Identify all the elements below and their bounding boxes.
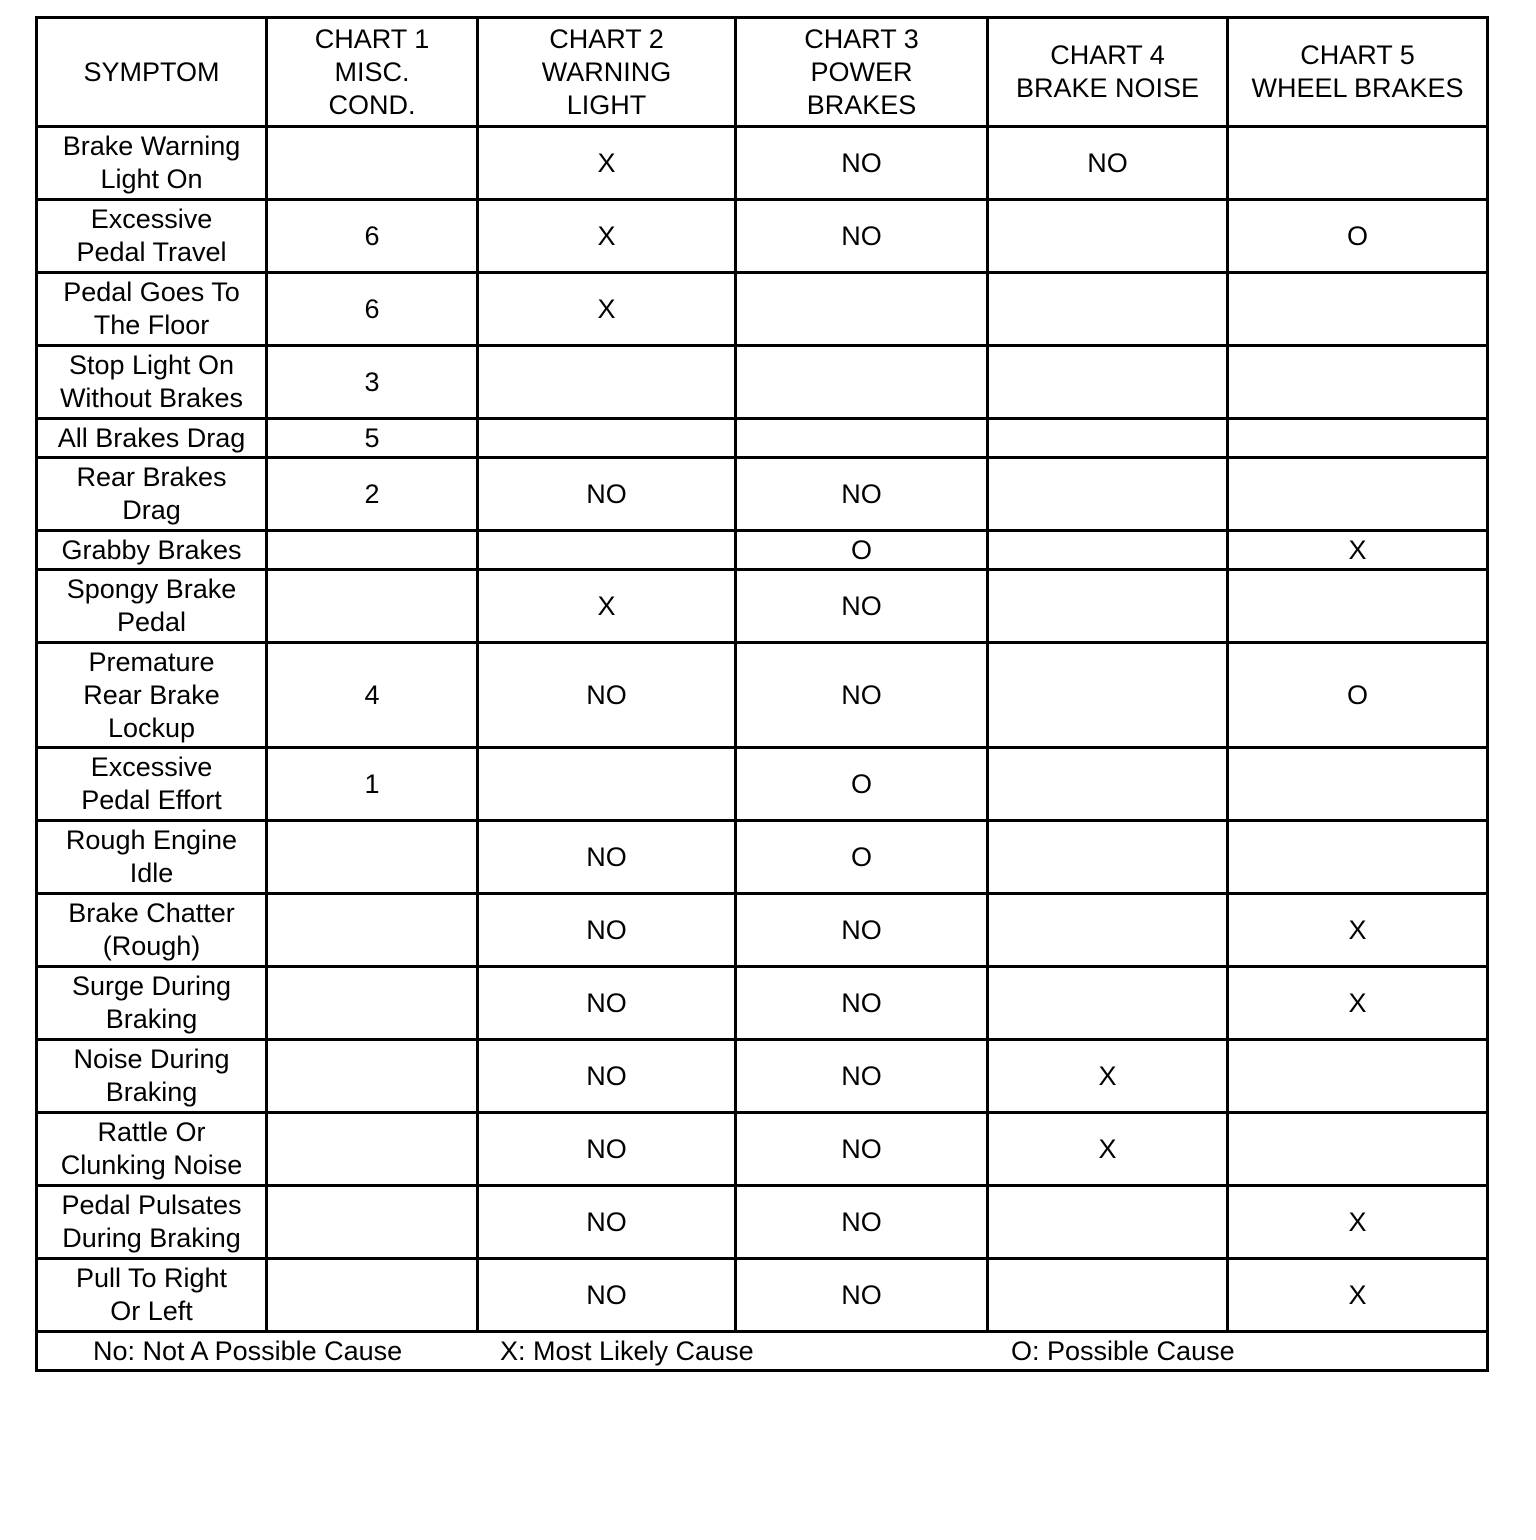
table-row <box>37 531 1488 570</box>
chart3-cell: NO <box>736 643 988 748</box>
chart1-cell <box>267 894 478 967</box>
symptom-cell <box>37 1113 267 1186</box>
chart2-cell <box>478 531 736 570</box>
chart2-cell: NO <box>478 894 736 967</box>
symptom-line: Rattle Or <box>97 1117 206 1147</box>
symptom-cell <box>37 458 267 531</box>
chart2-cell <box>478 419 736 458</box>
table-row <box>37 748 1488 821</box>
header-line: WHEEL BRAKES <box>1251 73 1464 103</box>
chart3-cell: NO <box>736 1040 988 1113</box>
header-chart3 <box>736 18 988 127</box>
symptom-line: Pedal <box>116 607 187 637</box>
chart1-cell <box>267 821 478 894</box>
chart5-cell: X <box>1228 1259 1488 1332</box>
header-line: BRAKES <box>806 89 917 120</box>
symptom-line: Braking <box>105 1077 198 1107</box>
chart4-cell <box>988 200 1228 273</box>
symptom-cell <box>37 200 267 273</box>
chart4-cell: X <box>988 1113 1228 1186</box>
chart2-cell: NO <box>478 643 736 748</box>
chart1-cell <box>267 1186 478 1259</box>
symptom-cell <box>37 748 267 821</box>
symptom-line: All Brakes Drag <box>57 422 246 453</box>
chart3-cell: O <box>736 748 988 821</box>
chart3-cell <box>736 346 988 419</box>
chart3-cell: NO <box>736 127 988 200</box>
chart3-cell: NO <box>736 570 988 643</box>
chart3-cell: NO <box>736 967 988 1040</box>
symptom-line: Lockup <box>107 712 196 743</box>
chart3-cell <box>736 419 988 458</box>
symptom-cell <box>37 1040 267 1113</box>
symptom-line: Without Brakes <box>59 383 244 413</box>
table-row <box>37 967 1488 1040</box>
header-chart4 <box>988 18 1228 127</box>
symptom-line: Premature <box>88 646 215 677</box>
header-chart1 <box>267 18 478 127</box>
chart5-cell <box>1228 1040 1488 1113</box>
symptom-cell <box>37 273 267 346</box>
chart3-cell: NO <box>736 458 988 531</box>
table-row <box>37 1113 1488 1186</box>
chart5-cell <box>1228 821 1488 894</box>
symptom-line: Brake Chatter <box>68 898 235 928</box>
header-line: BRAKE NOISE <box>1015 73 1200 103</box>
chart4-cell <box>988 1259 1228 1332</box>
chart1-cell: 3 <box>267 346 478 419</box>
chart5-cell: X <box>1228 1186 1488 1259</box>
chart1-cell <box>267 1259 478 1332</box>
chart5-cell <box>1228 273 1488 346</box>
table-row <box>37 643 1488 748</box>
symptom-cell <box>37 127 267 200</box>
chart4-cell <box>988 458 1228 531</box>
chart1-cell <box>267 127 478 200</box>
symptom-cell <box>37 419 267 458</box>
chart4-cell <box>988 531 1228 570</box>
chart5-cell <box>1228 346 1488 419</box>
chart4-cell <box>988 748 1228 821</box>
symptom-line: The Floor <box>93 310 210 340</box>
chart5-cell <box>1228 419 1488 458</box>
chart4-cell: X <box>988 1040 1228 1113</box>
symptom-line: Pedal Effort <box>81 785 222 815</box>
chart2-cell: NO <box>478 1113 736 1186</box>
table-row <box>37 346 1488 419</box>
chart3-cell: O <box>736 821 988 894</box>
chart2-cell: NO <box>478 1259 736 1332</box>
header-line: CHART 4 <box>1050 40 1165 70</box>
chart2-cell: X <box>478 570 736 643</box>
header-line: CHART 2 <box>549 23 664 54</box>
chart2-cell: NO <box>478 967 736 1040</box>
legend-row <box>37 1332 1488 1371</box>
header-line: CHART 3 <box>804 23 919 54</box>
chart5-cell <box>1228 127 1488 200</box>
chart4-cell: NO <box>988 127 1228 200</box>
table-row <box>37 570 1488 643</box>
chart5-cell: O <box>1228 643 1488 748</box>
symptom-line: Pull To Right <box>75 1263 228 1293</box>
chart1-cell <box>267 531 478 570</box>
symptom-line: Grabby Brakes <box>61 534 242 565</box>
chart4-cell <box>988 1186 1228 1259</box>
legend-no: No: Not A Possible Cause <box>93 1336 403 1366</box>
header-row <box>37 18 1488 127</box>
chart5-cell: X <box>1228 894 1488 967</box>
table-row <box>37 273 1488 346</box>
symptom-line: Clunking Noise <box>60 1150 243 1180</box>
chart4-cell <box>988 273 1228 346</box>
chart3-cell: O <box>736 531 988 570</box>
symptom-line: Spongy Brake <box>66 574 237 604</box>
header-line: CHART 1 <box>314 23 430 54</box>
symptom-line: Brake Warning <box>62 131 241 161</box>
header-line: LIGHT <box>566 89 647 120</box>
chart1-cell <box>267 1113 478 1186</box>
chart4-cell <box>988 419 1228 458</box>
symptom-cell <box>37 531 267 570</box>
symptom-line: Surge During <box>71 971 232 1001</box>
chart2-cell: X <box>478 127 736 200</box>
symptom-line: Excessive <box>90 204 213 234</box>
symptom-line: Drag <box>122 495 181 525</box>
chart2-cell: NO <box>478 1040 736 1113</box>
symptom-line: Excessive <box>90 752 213 782</box>
chart1-cell <box>267 1040 478 1113</box>
chart1-cell: 4 <box>267 643 478 748</box>
chart1-cell: 6 <box>267 273 478 346</box>
chart2-cell: NO <box>478 1186 736 1259</box>
chart3-cell: NO <box>736 1113 988 1186</box>
header-chart5 <box>1228 18 1488 127</box>
symptom-line: Braking <box>105 1004 198 1034</box>
symptom-line: Pedal Travel <box>76 237 227 267</box>
chart5-cell <box>1228 1113 1488 1186</box>
chart3-cell: NO <box>736 1186 988 1259</box>
header-line: CHART 5 <box>1300 40 1415 70</box>
symptom-line: Rough Engine <box>65 825 238 855</box>
table-row <box>37 1259 1488 1332</box>
symptom-cell <box>37 346 267 419</box>
chart5-cell <box>1228 748 1488 821</box>
symptom-line: Light On <box>100 164 203 194</box>
header-line: MISC. <box>334 56 410 87</box>
chart2-cell: NO <box>478 821 736 894</box>
header-line: WARNING <box>541 56 672 87</box>
chart1-cell: 5 <box>267 419 478 458</box>
chart4-cell <box>988 643 1228 748</box>
symptom-line: Stop Light On <box>68 350 235 380</box>
chart4-cell <box>988 821 1228 894</box>
table-row <box>37 894 1488 967</box>
chart5-cell <box>1228 458 1488 531</box>
legend-cell <box>37 1332 1488 1371</box>
symptom-line: During Braking <box>62 1223 241 1253</box>
table-row <box>37 1186 1488 1259</box>
chart5-cell <box>1228 570 1488 643</box>
symptom-cell <box>37 821 267 894</box>
chart4-cell <box>988 570 1228 643</box>
chart1-cell: 2 <box>267 458 478 531</box>
table-row <box>37 127 1488 200</box>
chart2-cell: X <box>478 200 736 273</box>
chart2-cell <box>478 346 736 419</box>
chart5-cell: X <box>1228 531 1488 570</box>
chart1-cell: 1 <box>267 748 478 821</box>
symptom-line: Pedal Goes To <box>63 277 240 307</box>
chart4-cell <box>988 894 1228 967</box>
chart2-cell: NO <box>478 458 736 531</box>
symptom-cell <box>37 894 267 967</box>
symptom-line: Noise During <box>73 1044 230 1074</box>
chart2-cell: X <box>478 273 736 346</box>
table-row <box>37 1040 1488 1113</box>
symptom-cell <box>37 643 267 748</box>
chart4-cell <box>988 967 1228 1040</box>
legend-o: O: Possible Cause <box>1011 1336 1235 1366</box>
table-row <box>37 821 1488 894</box>
symptom-cell <box>37 1259 267 1332</box>
header-line: COND. <box>328 89 416 120</box>
header-line: SYMPTOM <box>83 56 220 87</box>
chart1-cell <box>267 570 478 643</box>
chart3-cell: NO <box>736 894 988 967</box>
symptom-line: Rear Brakes <box>76 462 227 492</box>
chart3-cell: NO <box>736 1259 988 1332</box>
symptom-cell <box>37 570 267 643</box>
table-row <box>37 419 1488 458</box>
symptom-cell <box>37 1186 267 1259</box>
symptom-cell <box>37 967 267 1040</box>
header-chart2 <box>478 18 736 127</box>
chart3-cell: NO <box>736 200 988 273</box>
header-symptom <box>37 18 267 127</box>
chart3-cell <box>736 273 988 346</box>
symptom-line: Or Left <box>110 1296 193 1326</box>
legend-x: X: Most Likely Cause <box>500 1336 754 1366</box>
chart1-cell: 6 <box>267 200 478 273</box>
diagnosis-chart-table <box>35 16 1489 1372</box>
chart2-cell <box>478 748 736 821</box>
symptom-line: Idle <box>129 858 174 888</box>
symptom-line: Rear Brake <box>83 679 220 710</box>
chart5-cell: O <box>1228 200 1488 273</box>
symptom-line: (Rough) <box>102 931 201 961</box>
chart1-cell <box>267 967 478 1040</box>
table-row <box>37 200 1488 273</box>
table-row <box>37 458 1488 531</box>
chart5-cell: X <box>1228 967 1488 1040</box>
chart4-cell <box>988 346 1228 419</box>
symptom-line: Pedal Pulsates <box>61 1190 242 1220</box>
header-line: POWER <box>810 56 913 87</box>
